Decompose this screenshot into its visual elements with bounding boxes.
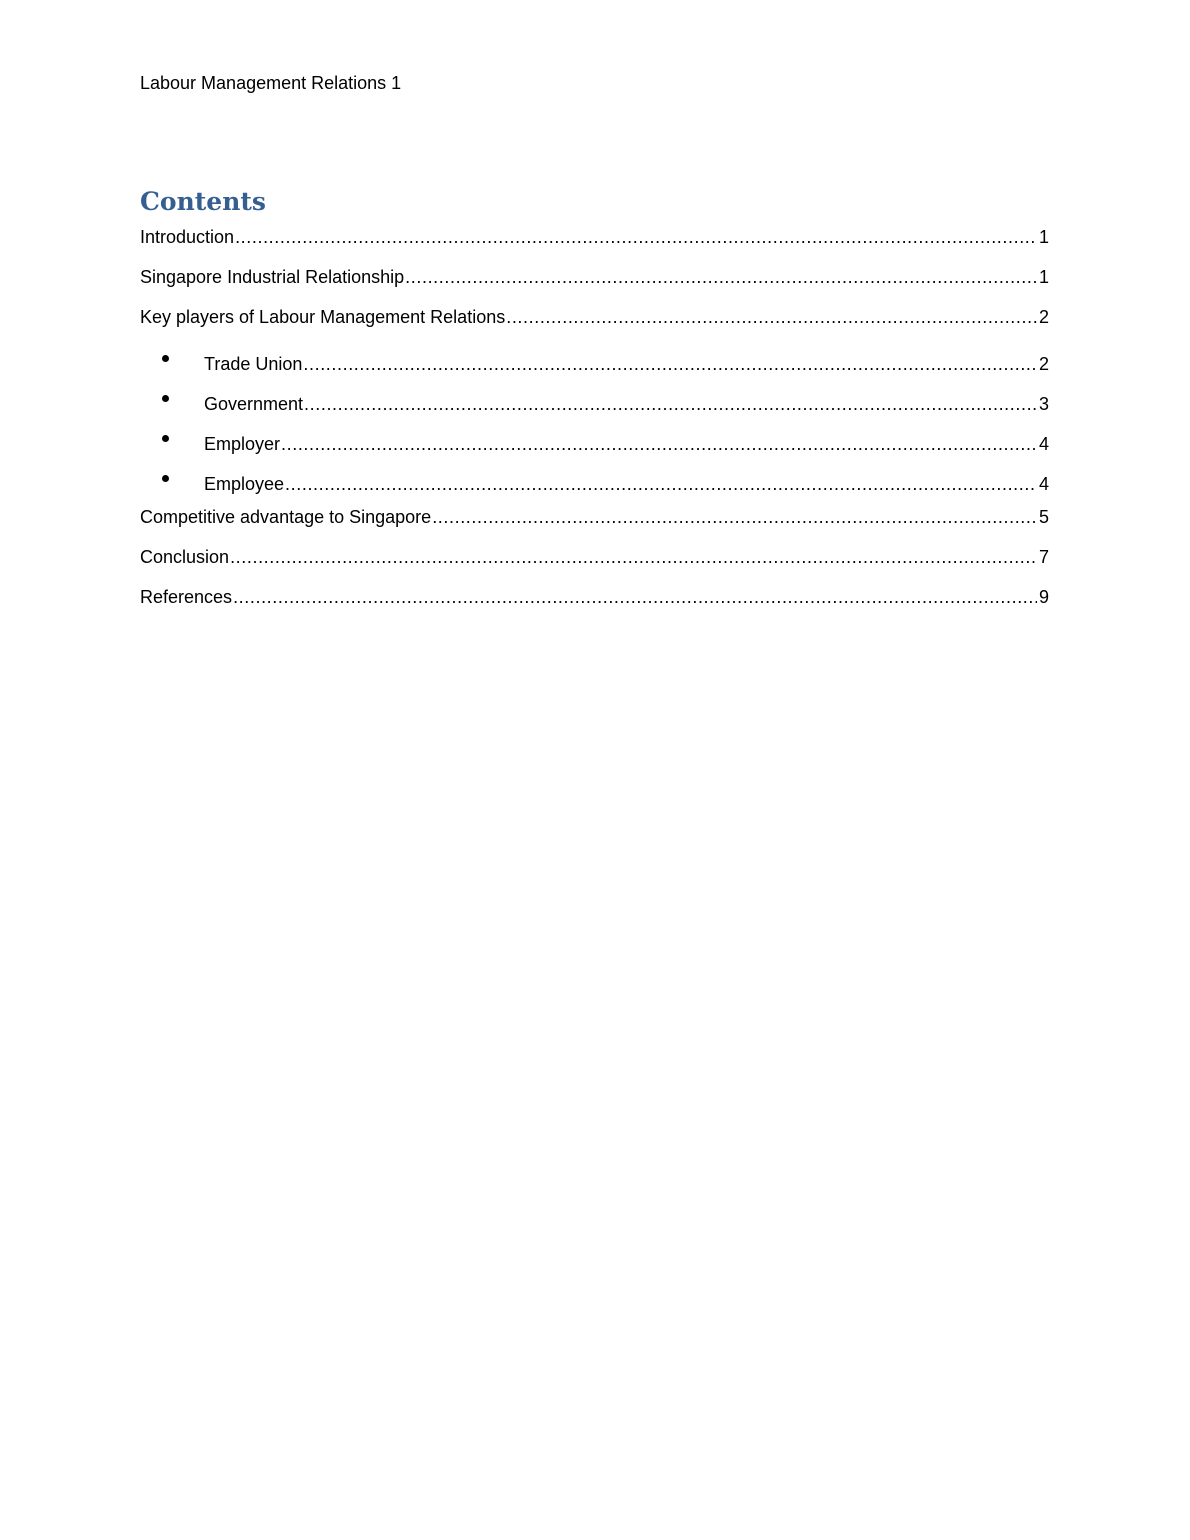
dot-leader (304, 391, 1037, 417)
toc-entry-label: Key players of Labour Management Relations (140, 307, 506, 327)
bullet-icon (140, 384, 204, 410)
toc-entry-employer[interactable] (140, 424, 1049, 464)
toc-entry-competitive-advantage[interactable] (140, 504, 1049, 544)
table-of-contents (140, 224, 1049, 624)
toc-entry-references[interactable] (140, 584, 1049, 624)
toc-page-number: 1 (1038, 267, 1049, 287)
dot-leader (432, 504, 1037, 530)
dot-leader (285, 471, 1037, 497)
bullet-icon (140, 424, 204, 450)
toc-entry-label: Employer (204, 434, 281, 454)
dot-leader (506, 304, 1037, 330)
dot-leader (303, 351, 1037, 377)
toc-page-number: 2 (1038, 354, 1049, 374)
toc-page-number: 3 (1038, 394, 1049, 414)
toc-page-number: 2 (1038, 307, 1049, 327)
toc-page-number: 5 (1038, 507, 1049, 527)
toc-entry-singapore-industrial-relationship[interactable] (140, 264, 1049, 304)
toc-entry-label: Singapore Industrial Relationship (140, 267, 405, 287)
toc-entry-label: Competitive advantage to Singapore (140, 507, 432, 527)
toc-entry-label: Introduction (140, 227, 235, 247)
toc-entry-label: Government (204, 394, 304, 414)
toc-entry-label: References (140, 587, 233, 607)
toc-entry-employee[interactable] (140, 464, 1049, 504)
toc-entry-conclusion[interactable] (140, 544, 1049, 584)
dot-leader (405, 264, 1037, 290)
dot-leader (230, 544, 1037, 570)
toc-entry-label: Conclusion (140, 547, 230, 567)
dot-leader (233, 584, 1037, 610)
bullet-icon (140, 344, 204, 370)
toc-entry-trade-union[interactable] (140, 344, 1049, 384)
toc-page-number: 7 (1038, 547, 1049, 567)
toc-page-number: 9 (1038, 587, 1049, 607)
dot-leader (281, 431, 1037, 457)
bullet-icon (140, 464, 204, 490)
toc-entry-label: Employee (204, 474, 285, 494)
toc-title: Contents (140, 187, 267, 216)
toc-entry-key-players[interactable] (140, 304, 1049, 344)
toc-entry-government[interactable] (140, 384, 1049, 424)
toc-page-number: 4 (1038, 474, 1049, 494)
toc-page-number: 1 (1038, 227, 1049, 247)
toc-entry-label: Trade Union (204, 354, 303, 374)
toc-entry-introduction[interactable] (140, 224, 1049, 264)
running-header: Labour Management Relations 1 (140, 73, 402, 93)
dot-leader (235, 224, 1037, 250)
toc-page-number: 4 (1038, 434, 1049, 454)
